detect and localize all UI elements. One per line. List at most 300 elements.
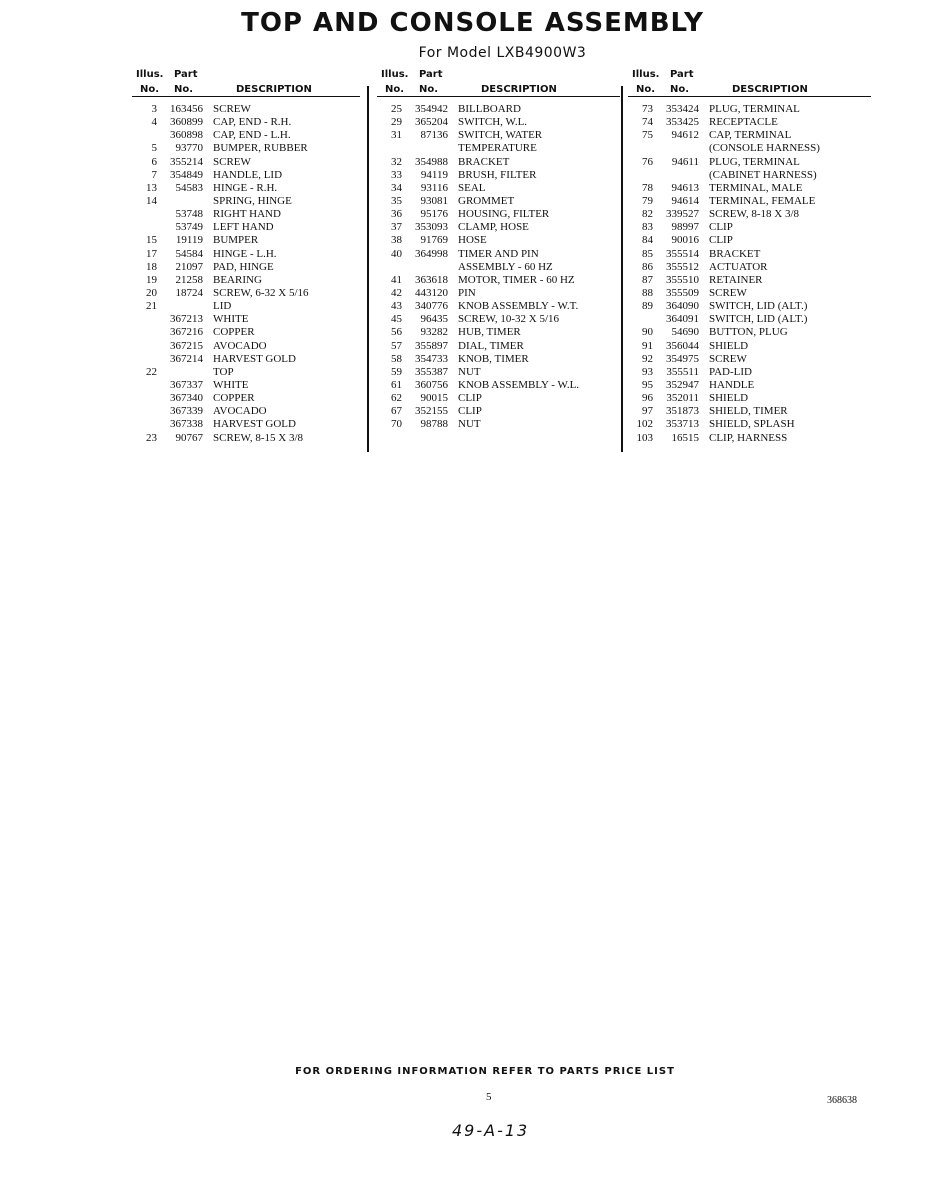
parts-list — [132, 103, 360, 445]
illus-no-cell — [628, 142, 653, 155]
illus-no-header-label: No. — [636, 84, 656, 95]
description-cell: CLIP — [709, 234, 733, 247]
part-no-cell: 93116 — [420, 181, 448, 194]
table-row — [628, 116, 871, 129]
illus-no-cell: 3 — [151, 103, 157, 115]
part-no-cell: 96435 — [420, 313, 448, 326]
table-row — [628, 405, 871, 418]
illus-no-cell: 37 — [391, 221, 402, 234]
table-row — [132, 103, 360, 116]
table-row — [377, 248, 620, 261]
illus-no-cell: 22 — [146, 365, 157, 378]
part-no-cell: 21258 — [175, 273, 203, 286]
part-no-cell: 367213 — [170, 313, 203, 326]
description-cell: (CABINET HARNESS) — [709, 168, 817, 181]
illus-no-cell: 31 — [391, 129, 402, 142]
description-cell: SCREW, 8-15 X 3/8 — [213, 431, 304, 444]
description-header-label: DESCRIPTION — [732, 84, 808, 95]
part-header-label: Part — [419, 69, 443, 80]
table-row — [628, 366, 871, 379]
description-cell: ACTUATOR — [709, 260, 768, 273]
description-cell: GROMMET — [458, 194, 515, 207]
table-row — [628, 287, 871, 300]
illus-no-cell: 89 — [642, 300, 653, 313]
handwritten-note: 49-A-13 — [452, 1121, 530, 1140]
table-row — [377, 353, 620, 366]
illus-no-cell: 35 — [391, 194, 402, 207]
part-no-cell: 93282 — [420, 326, 448, 339]
table-row — [628, 129, 871, 142]
table-row — [132, 274, 360, 287]
part-no-cell: 98997 — [671, 221, 699, 234]
table-row — [628, 326, 871, 339]
part-no-cell: 354733 — [415, 352, 448, 365]
table-row — [628, 156, 871, 169]
illus-no-cell — [132, 313, 157, 326]
part-no-cell: 21097 — [175, 260, 203, 273]
part-no-cell: 54690 — [671, 326, 699, 339]
part-no-cell — [157, 195, 213, 208]
part-no-cell: 367216 — [170, 326, 203, 339]
illus-no-cell — [132, 379, 157, 392]
table-row — [628, 195, 871, 208]
illus-no-cell: 85 — [642, 247, 653, 260]
description-cell: AVOCADO — [213, 405, 267, 418]
table-row — [377, 405, 620, 418]
table-row — [628, 313, 871, 326]
table-row — [377, 129, 620, 142]
table-row — [377, 169, 620, 182]
part-no-cell: 364091 — [666, 313, 699, 326]
illus-no-cell — [132, 340, 157, 353]
table-row — [132, 195, 360, 208]
page-number: 5 — [486, 1091, 492, 1103]
illus-no-cell: 84 — [642, 234, 653, 247]
column-header — [377, 66, 620, 97]
part-no-cell: 354988 — [415, 155, 448, 168]
illus-no-cell — [132, 353, 157, 366]
illus-no-cell — [377, 142, 402, 155]
table-row — [132, 287, 360, 300]
table-row — [377, 326, 620, 339]
description-cell: TIMER AND PIN — [458, 247, 539, 260]
illus-no-cell: 87 — [642, 273, 653, 286]
part-no-cell: 94614 — [671, 194, 699, 207]
table-row — [132, 392, 360, 405]
illus-no-cell: 18 — [146, 260, 157, 273]
description-cell: SEAL — [458, 181, 486, 194]
illus-no-header-label: No. — [140, 84, 160, 95]
part-no-cell: 98788 — [420, 418, 448, 431]
part-no-cell: 367215 — [170, 339, 203, 352]
description-cell: HANDLE — [709, 378, 755, 391]
part-no-cell — [402, 261, 458, 274]
table-row — [628, 234, 871, 247]
part-no-cell: 340776 — [415, 300, 448, 313]
table-row — [132, 432, 360, 445]
part-no-cell: 354975 — [666, 352, 699, 365]
description-cell: HOUSING, FILTER — [458, 208, 550, 221]
document-number: 368638 — [827, 1095, 857, 1106]
illus-no-cell: 97 — [642, 405, 653, 418]
table-row — [377, 221, 620, 234]
description-cell: HINGE - R.H. — [213, 181, 278, 194]
part-no-cell: 93081 — [420, 194, 448, 207]
description-cell: SCREW, 10-32 X 5/16 — [458, 313, 560, 326]
part-no-cell: 355214 — [170, 155, 203, 168]
description-cell: LEFT HAND — [213, 221, 274, 234]
description-cell: HARVEST GOLD — [213, 352, 296, 365]
parts-list — [628, 103, 871, 445]
illus-no-cell — [132, 405, 157, 418]
illus-no-cell: 82 — [642, 208, 653, 221]
part-no-cell: 363618 — [415, 273, 448, 286]
part-no-cell: 355514 — [666, 247, 699, 260]
part-no-cell: 53749 — [175, 221, 203, 234]
illus-no-cell: 61 — [391, 378, 402, 391]
illus-no-cell: 38 — [391, 234, 402, 247]
table-row — [377, 103, 620, 116]
description-cell: HANDLE, LID — [213, 168, 283, 181]
part-no-cell: 365204 — [415, 116, 448, 129]
description-cell: CAP, END - L.H. — [213, 129, 291, 142]
description-cell: HARVEST GOLD — [213, 418, 296, 431]
table-row — [132, 248, 360, 261]
table-row — [628, 261, 871, 274]
table-row — [132, 208, 360, 221]
table-row — [132, 418, 360, 431]
table-row — [628, 221, 871, 234]
part-no-cell: 352155 — [415, 405, 448, 418]
illus-no-cell — [132, 208, 157, 221]
illus-no-cell: 14 — [146, 194, 157, 207]
table-row — [377, 156, 620, 169]
illus-no-header-label: No. — [385, 84, 405, 95]
part-no-cell: 90015 — [420, 392, 448, 405]
model-subtitle: For Model LXB4900W3 — [418, 45, 587, 61]
table-row — [628, 340, 871, 353]
part-no-cell: 339527 — [666, 208, 699, 221]
illus-no-cell: 67 — [391, 405, 402, 418]
part-no-header-label: No. — [419, 84, 439, 95]
description-cell: BUMPER — [213, 234, 259, 247]
part-no-cell: 364998 — [415, 247, 448, 260]
description-cell: NUT — [458, 418, 481, 431]
description-cell: SWITCH, LID (ALT.) — [709, 313, 808, 326]
part-no-cell — [157, 366, 213, 379]
part-no-cell: 353093 — [415, 221, 448, 234]
illus-no-cell: 92 — [642, 352, 653, 365]
description-cell: BRUSH, FILTER — [458, 168, 537, 181]
illus-no-cell — [132, 221, 157, 234]
part-no-cell: 355509 — [666, 286, 699, 299]
illus-no-cell — [132, 326, 157, 339]
part-no-cell: 94613 — [671, 181, 699, 194]
table-row — [628, 274, 871, 287]
illus-no-cell: 95 — [642, 378, 653, 391]
table-row — [132, 156, 360, 169]
parts-column-3 — [628, 66, 871, 445]
description-cell: COPPER — [213, 326, 255, 339]
part-no-cell: 54583 — [175, 181, 203, 194]
illus-no-cell: 33 — [391, 168, 402, 181]
part-no-cell: 16515 — [671, 431, 699, 444]
table-row — [377, 366, 620, 379]
column-divider — [621, 86, 623, 452]
description-cell: KNOB ASSEMBLY - W.L. — [458, 378, 580, 391]
table-row — [132, 221, 360, 234]
illus-no-cell: 43 — [391, 300, 402, 313]
description-cell: CAP, END - R.H. — [213, 116, 292, 129]
description-cell: (CONSOLE HARNESS) — [709, 142, 820, 155]
description-cell: SCREW, 6-32 X 5/16 — [213, 286, 309, 299]
table-row — [377, 116, 620, 129]
illus-header-label: Illus. — [381, 69, 409, 80]
illus-no-cell — [377, 261, 402, 274]
table-row — [377, 392, 620, 405]
illus-no-cell — [132, 129, 157, 142]
description-cell: SCREW — [709, 286, 747, 299]
part-no-cell: 91769 — [420, 234, 448, 247]
part-no-cell: 87136 — [420, 129, 448, 142]
description-cell: CLAMP, HOSE — [458, 221, 529, 234]
part-no-cell: 94119 — [420, 168, 448, 181]
description-cell: ASSEMBLY - 60 HZ — [458, 260, 553, 273]
illus-no-cell: 45 — [391, 313, 402, 326]
table-row — [132, 405, 360, 418]
part-no-cell: 360756 — [415, 378, 448, 391]
part-no-cell: 367340 — [170, 392, 203, 405]
description-cell: CLIP, HARNESS — [709, 431, 788, 444]
table-row — [132, 169, 360, 182]
description-cell: SCREW — [213, 103, 251, 115]
description-cell: RIGHT HAND — [213, 208, 281, 221]
illus-no-cell: 76 — [642, 155, 653, 168]
part-no-cell: 360898 — [170, 129, 203, 142]
table-row — [628, 379, 871, 392]
illus-no-cell: 86 — [642, 260, 653, 273]
illus-no-cell: 102 — [636, 418, 653, 431]
table-row — [132, 366, 360, 379]
illus-no-cell — [132, 418, 157, 431]
illus-no-cell: 91 — [642, 339, 653, 352]
table-row — [132, 129, 360, 142]
description-cell: PLUG, TERMINAL — [709, 103, 800, 115]
table-row — [377, 418, 620, 431]
part-no-cell: 356044 — [666, 339, 699, 352]
description-cell: RETAINER — [709, 273, 763, 286]
description-cell: TERMINAL, MALE — [709, 181, 803, 194]
table-row — [377, 195, 620, 208]
description-cell: BUMPER, RUBBER — [213, 142, 308, 155]
table-row — [377, 274, 620, 287]
table-row — [132, 300, 360, 313]
table-row — [628, 142, 871, 155]
description-cell: HOSE — [458, 234, 487, 247]
illus-header-label: Illus. — [632, 69, 660, 80]
description-cell: BEARING — [213, 273, 262, 286]
illus-no-cell: 59 — [391, 365, 402, 378]
description-cell: SWITCH, LID (ALT.) — [709, 300, 808, 313]
table-row — [377, 234, 620, 247]
part-no-cell: 352947 — [666, 378, 699, 391]
table-row — [377, 208, 620, 221]
part-header-label: Part — [174, 69, 198, 80]
description-cell: PAD-LID — [709, 365, 752, 378]
description-cell: LID — [213, 300, 232, 313]
illus-no-cell: 96 — [642, 392, 653, 405]
illus-no-cell: 83 — [642, 221, 653, 234]
description-cell: MOTOR, TIMER - 60 HZ — [458, 273, 575, 286]
part-no-cell: 353713 — [666, 418, 699, 431]
illus-no-cell: 103 — [636, 431, 653, 444]
part-no-cell — [653, 169, 709, 182]
table-row — [132, 379, 360, 392]
table-row — [377, 142, 620, 155]
part-no-cell: 360899 — [170, 116, 203, 129]
description-cell: TOP — [213, 365, 234, 378]
part-no-cell: 367337 — [170, 378, 203, 391]
illus-no-cell: 73 — [642, 103, 653, 115]
part-no-cell: 367214 — [170, 352, 203, 365]
illus-no-cell: 75 — [642, 129, 653, 142]
part-no-cell: 94611 — [671, 155, 699, 168]
illus-no-cell: 93 — [642, 365, 653, 378]
illus-no-cell: 5 — [151, 142, 157, 155]
part-no-cell: 367338 — [170, 418, 203, 431]
part-header-label: Part — [670, 69, 694, 80]
illus-no-cell: 17 — [146, 247, 157, 260]
part-no-cell: 367339 — [170, 405, 203, 418]
illus-no-cell: 25 — [391, 103, 402, 115]
illus-no-cell: 57 — [391, 339, 402, 352]
table-row — [377, 261, 620, 274]
illus-no-cell: 13 — [146, 181, 157, 194]
column-divider — [367, 86, 369, 452]
description-cell: SCREW — [709, 352, 747, 365]
table-row — [132, 182, 360, 195]
description-cell: TERMINAL, FEMALE — [709, 194, 816, 207]
part-no-cell: 90016 — [671, 234, 699, 247]
description-cell: CLIP — [458, 405, 482, 418]
description-cell: BRACKET — [458, 155, 510, 168]
part-no-cell: 352011 — [666, 392, 699, 405]
illus-no-cell: 70 — [391, 418, 402, 431]
part-no-cell — [402, 142, 458, 155]
illus-no-cell: 21 — [146, 300, 157, 313]
table-row — [628, 182, 871, 195]
table-row — [132, 116, 360, 129]
description-cell: AVOCADO — [213, 339, 267, 352]
illus-no-cell: 15 — [146, 234, 157, 247]
part-no-cell: 355387 — [415, 365, 448, 378]
illus-no-cell: 62 — [391, 392, 402, 405]
part-no-cell: 354849 — [170, 168, 203, 181]
description-cell: HUB, TIMER — [458, 326, 521, 339]
part-no-cell — [653, 142, 709, 155]
illus-no-cell: 7 — [151, 168, 157, 181]
part-no-cell: 53748 — [175, 208, 203, 221]
part-no-cell: 354942 — [415, 103, 448, 115]
illus-no-cell: 88 — [642, 286, 653, 299]
description-cell: NUT — [458, 365, 481, 378]
table-row — [132, 234, 360, 247]
illus-no-cell: 4 — [151, 116, 157, 129]
description-cell: SWITCH, WATER — [458, 129, 543, 142]
table-row — [132, 261, 360, 274]
description-cell: RECEPTACLE — [709, 116, 778, 129]
description-cell: SHIELD, TIMER — [709, 405, 788, 418]
illus-header-label: Illus. — [136, 69, 164, 80]
illus-no-cell: 29 — [391, 116, 402, 129]
table-row — [628, 418, 871, 431]
table-row — [628, 208, 871, 221]
illus-no-cell: 74 — [642, 116, 653, 129]
illus-no-cell: 78 — [642, 181, 653, 194]
illus-no-cell: 34 — [391, 181, 402, 194]
part-no-cell: 94612 — [671, 129, 699, 142]
description-cell: BRACKET — [709, 247, 761, 260]
illus-no-cell: 90 — [642, 326, 653, 339]
table-row — [628, 300, 871, 313]
table-row — [377, 313, 620, 326]
part-no-cell: 54584 — [175, 247, 203, 260]
description-cell: BUTTON, PLUG — [709, 326, 788, 339]
part-no-cell: 364090 — [666, 300, 699, 313]
part-no-cell: 90767 — [175, 431, 203, 444]
illus-no-cell: 79 — [642, 194, 653, 207]
table-row — [628, 103, 871, 116]
table-row — [377, 379, 620, 392]
description-cell: CAP, TERMINAL — [709, 129, 792, 142]
illus-no-cell: 41 — [391, 273, 402, 286]
illus-no-cell: 19 — [146, 273, 157, 286]
illus-no-cell: 40 — [391, 247, 402, 260]
column-header — [628, 66, 871, 97]
description-cell: PIN — [458, 286, 476, 299]
illus-no-cell: 42 — [391, 286, 402, 299]
description-cell: TEMPERATURE — [458, 142, 537, 155]
description-header-label: DESCRIPTION — [236, 84, 312, 95]
part-no-cell: 18724 — [175, 286, 203, 299]
table-row — [132, 142, 360, 155]
parts-list — [377, 103, 620, 432]
part-no-cell: 353425 — [666, 116, 699, 129]
table-row — [132, 340, 360, 353]
description-cell: WHITE — [213, 378, 249, 391]
parts-column-2 — [377, 66, 620, 432]
part-no-header-label: No. — [174, 84, 194, 95]
illus-no-cell: 32 — [391, 155, 402, 168]
description-header-label: DESCRIPTION — [481, 84, 557, 95]
description-cell: DIAL, TIMER — [458, 339, 524, 352]
ordering-footer: FOR ORDERING INFORMATION REFER TO PARTS PRICE LIST — [295, 1066, 675, 1077]
description-cell: KNOB, TIMER — [458, 352, 529, 365]
part-no-cell: 93770 — [175, 142, 203, 155]
table-row — [377, 287, 620, 300]
part-no-cell: 351873 — [666, 405, 699, 418]
table-row — [628, 353, 871, 366]
part-no-cell: 355510 — [666, 273, 699, 286]
table-row — [132, 326, 360, 339]
part-no-cell: 95176 — [420, 208, 448, 221]
part-no-cell: 163456 — [170, 103, 203, 115]
description-cell: HINGE - L.H. — [213, 247, 277, 260]
description-cell: SPRING, HINGE — [213, 194, 292, 207]
part-no-cell: 443120 — [415, 286, 448, 299]
illus-no-cell — [132, 392, 157, 405]
table-row — [132, 353, 360, 366]
